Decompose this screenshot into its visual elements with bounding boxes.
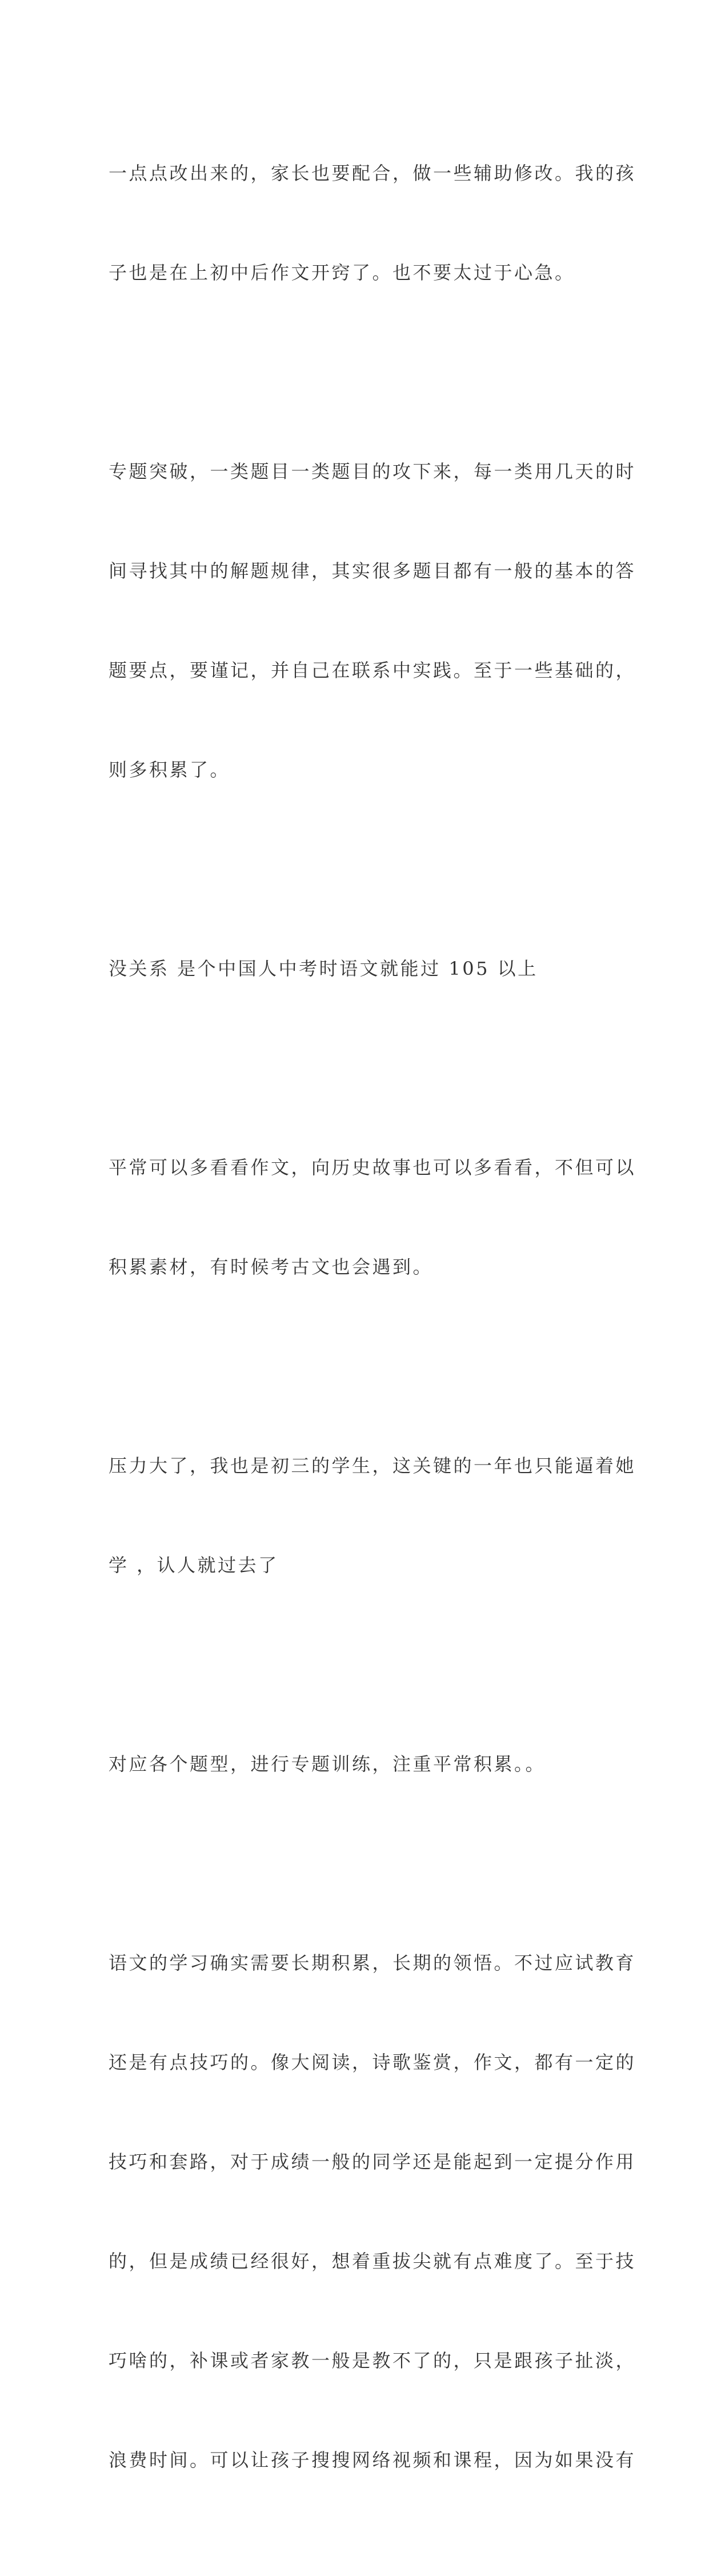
paragraph-line: 语文的学习确实需要长期积累，长期的领悟。不过应试教育	[109, 1952, 636, 1974]
paragraph-5	[109, 1383, 636, 1648]
paragraph-line: 没关系 是个中国人中考时语文就能过 105 以上	[109, 958, 538, 979]
paragraph-line: 平常可以多看看作文，向历史故事也可以多看看，不但可以	[109, 1157, 636, 1178]
paragraph-line: 压力大了，我也是初三的学生，这关键的一年也只能逼着她	[109, 1455, 636, 1477]
paragraph-line: 则多积累了。	[109, 759, 231, 781]
paragraph-line: 浪费时间。可以让孩子搜搜网络视频和课程，因为如果没有	[109, 2449, 636, 2471]
paragraph-line: 间寻找其中的解题规律，其实很多题目都有一般的基本的答	[109, 560, 636, 582]
paragraph-line: 技巧和套路，对于成绩一般的同学还是能起到一定提分作用	[109, 2151, 636, 2173]
paragraph-6	[109, 1681, 600, 1847]
paragraph-line: 学 ，认人就过去了	[109, 1554, 279, 1576]
paragraph-line: 专题突破，一类题目一类题目的攻下来，每一类用几天的时	[109, 461, 636, 482]
paragraph-line: 题要点，要谨记，并自己在联系中实践。至于一些基础的，	[109, 659, 636, 681]
paragraph-line: 对应各个题型，进行专题训练，注重平常积累。。	[109, 1753, 546, 1775]
paragraph-1	[109, 90, 636, 355]
paragraph-line: 巧啥的，补课或者家教一般是教不了的，只是跟孩子扯淡，	[109, 2350, 636, 2371]
paragraph-line: 还是有点技巧的。像大阅读，诗歌鉴赏，作文，都有一定的	[109, 2051, 636, 2073]
paragraph-2	[109, 389, 636, 853]
paragraph-7	[109, 1880, 636, 2543]
document-body	[109, 90, 636, 2576]
paragraph-line: 子也是在上初中后作文开窍了。也不要太过于心急。	[109, 262, 575, 283]
paragraph-line: 的，但是成绩已经很好，想着重拔尖就有点难度了。至于技	[109, 2250, 636, 2272]
paragraph-3	[109, 886, 600, 1051]
paragraph-line: 积累素材，有时候考古文也会遇到。	[109, 1256, 434, 1278]
paragraph-line: 一点点改出来的，家长也要配合，做一些辅助修改。我的孩	[109, 162, 636, 184]
paragraph-4	[109, 1085, 636, 1350]
